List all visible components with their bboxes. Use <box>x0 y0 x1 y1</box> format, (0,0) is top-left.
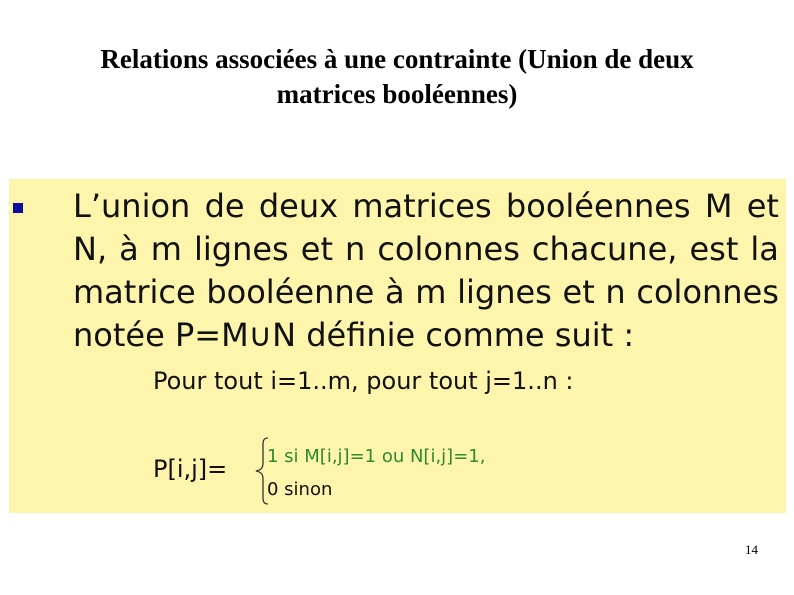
formula-lhs: P[i,j]= <box>153 455 228 483</box>
word: la <box>750 230 779 268</box>
definition-line-2 <box>73 228 779 271</box>
word: N, <box>73 230 108 268</box>
slide-title <box>20 42 774 112</box>
word: lignes <box>457 273 552 311</box>
definition-paragraph <box>73 185 779 357</box>
word: à <box>384 273 405 311</box>
word: deux <box>258 187 339 225</box>
word: m <box>150 230 182 268</box>
word: booléenne <box>206 273 375 311</box>
word: m <box>415 273 447 311</box>
word: et <box>562 273 595 311</box>
definition-line-3 <box>73 271 779 314</box>
definition-box <box>9 179 786 513</box>
word: colonnes <box>377 230 520 268</box>
word: colonnes <box>636 273 779 311</box>
word: matrice <box>73 273 196 311</box>
word: chacune, <box>531 230 678 268</box>
definition-line-1 <box>73 185 779 228</box>
word: M <box>704 187 733 225</box>
word: matrices <box>352 187 492 225</box>
page-number: 14 <box>745 542 758 557</box>
word: booléennes <box>505 187 691 225</box>
word: n <box>605 273 626 311</box>
quantifier-text: Pour tout i=1..m, pour tout j=1..n : <box>153 367 574 395</box>
square-bullet-icon <box>13 203 23 213</box>
word: et <box>746 187 779 225</box>
word: et <box>300 230 333 268</box>
slide-title-line-2: matrices booléennes) <box>276 79 518 109</box>
definition-line-4: notée P=M∪N définie comme suit : <box>73 316 635 354</box>
formula-case-1: 1 si M[i,j]=1 ou N[i,j]=1, <box>267 446 486 467</box>
slide-title-line-1: Relations associées à une contrainte (Union de deux <box>100 44 694 74</box>
word: L’union <box>73 187 191 225</box>
word: lignes <box>193 230 289 268</box>
word: à <box>119 230 139 268</box>
word: de <box>204 187 245 225</box>
word: est <box>689 230 739 268</box>
word: n <box>345 230 366 268</box>
formula-case-2: 0 sinon <box>267 479 333 500</box>
